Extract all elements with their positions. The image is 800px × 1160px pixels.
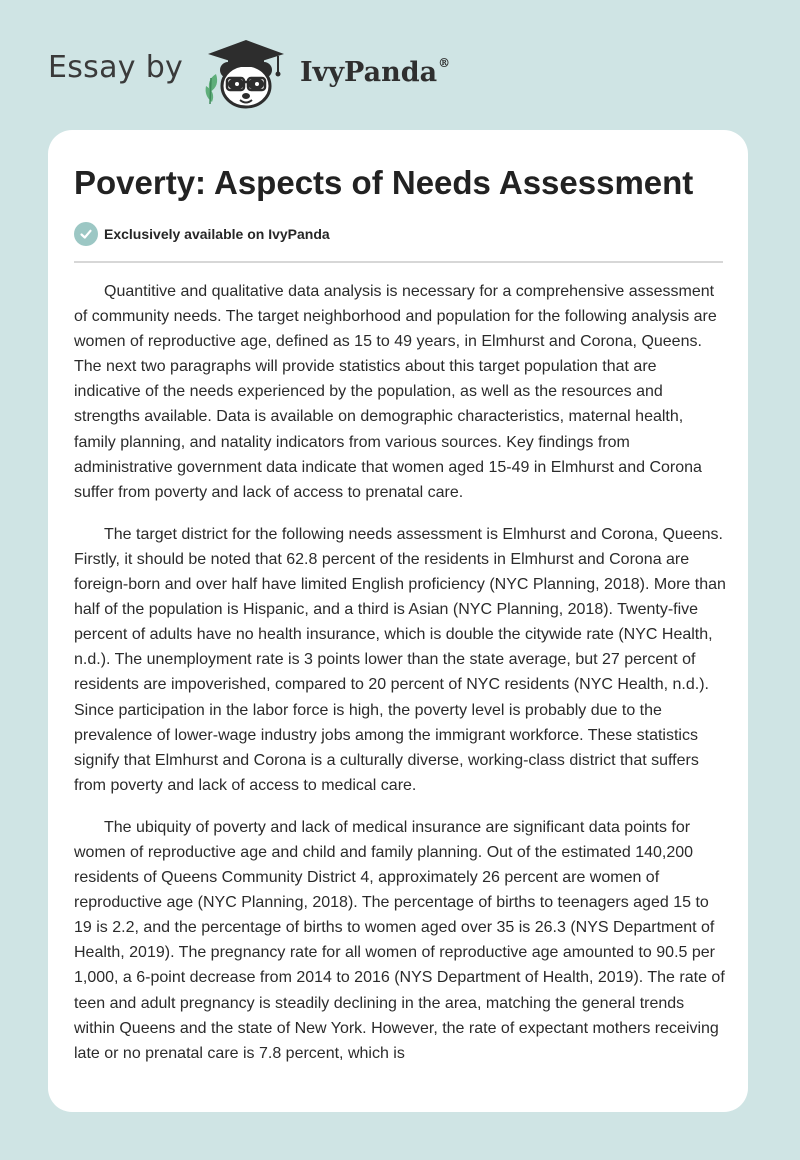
essay-card xyxy=(48,130,748,1112)
paragraph: The ubiquity of poverty and lack of medical insurance are significant data points for women of reproductive age and child and family planning. Out of the estimated 140,200 residents of Queens Community District 4, approximately 26 percent are women of reproductive age (NYC Planning, 2018). The percentage of births to teenagers aged 15 to 19 is 2.2, and the percentage of births to women aged over 35 is 26.3 (NYS Department of Health, 2019). The pregnancy rate for all women of reproductive age amounted to 90.5 per 1,000, a 6-point decrease from 2014 to 2016 (NYS Department of Health, 2019). The rate of teen and adult pregnancy is steadily declining in the area, matching the general trends within Queens and the state of New York. However, the rate of expectant mothers receiving late or no prenatal care is 7.8 percent, which is xyxy=(74,818,725,1062)
brand-name: IvyPanda xyxy=(300,57,438,88)
paragraph: The target district for the following needs assessment is Elmhurst and Corona, Queens. Firstly, it should be noted that 62.8 percent of the residents in Elmhurst and Corona are foreign-born and over half have limited English proficiency (NYC Planning, 2018). More than half of the population is Hispanic, and a third is Asian (NYC Planning, 2018). Twenty-five percent of adults have no health insurance, which is double the citywide rate (NYC Health, n.d.). The unemployment rate is 3 points lower than the state average, but 27 percent of residents are impoverished, compared to 20 percent of NYC residents (NYC Health, n.d.). Since participation in the labor force is high, the poverty level is probably due to the prevalence of lower-wage industry jobs among the immigrant workforce. These statistics signify that Elmhurst and Corona is a culturally diverse, working-class district that suffers from poverty and lack of access to medical care. xyxy=(74,525,726,794)
registered-mark: ® xyxy=(438,56,451,70)
essay-body xyxy=(74,279,726,1083)
panda-mascot-icon[interactable] xyxy=(198,36,294,112)
ivypanda-brand-logo[interactable] xyxy=(300,56,450,88)
divider xyxy=(74,261,723,263)
exclusive-badge xyxy=(74,222,330,246)
checkmark-icon xyxy=(74,222,98,246)
essay-by-label: Essay by xyxy=(48,50,184,85)
site-header xyxy=(0,0,800,130)
page-title: Poverty: Aspects of Needs Assessment xyxy=(74,164,694,201)
paragraph: Quantitive and qualitative data analysis is necessary for a comprehensive assessment of community needs. The target neighborhood and population for the following analysis are women of reproductive age, defined as 15 to 49 years, in Elmhurst and Corona, Queens. The next two paragraphs will provide statistics about this target population that are indicative of the needs experienced by the population, as well as the resources and strengths available. Data is available on demographic characteristics, maternal health, family planning, and natality indicators from various sources. Key findings from administrative government data indicate that women aged 15-49 in Elmhurst and Corona suffer from poverty and lack of access to prenatal care. xyxy=(74,283,717,501)
exclusive-label: Exclusively available on IvyPanda xyxy=(104,226,330,242)
